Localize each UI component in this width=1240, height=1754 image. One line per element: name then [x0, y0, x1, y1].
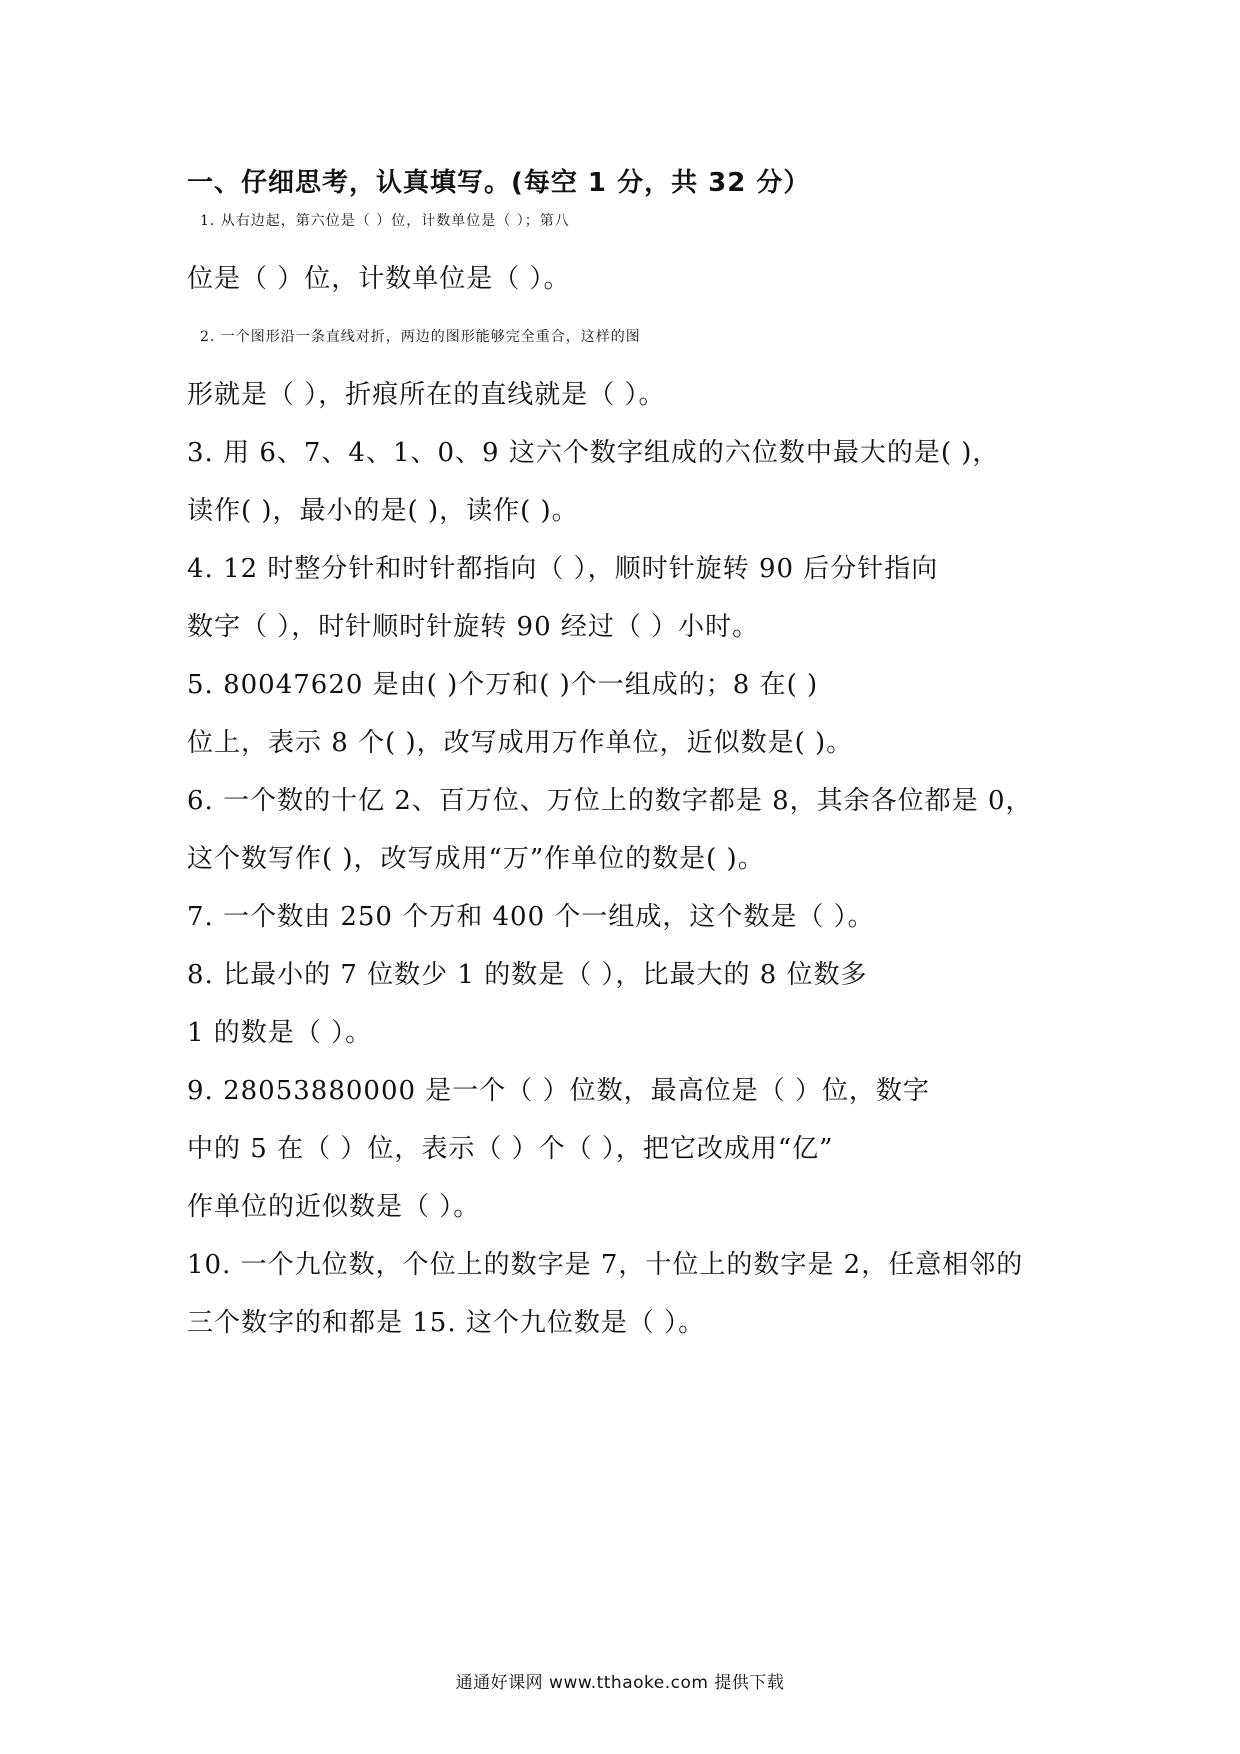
question-line: 2. 一个图形沿一条直线对折，两边的图形能够完全重合，这样的图 [200, 329, 641, 345]
question-line: 形就是（ ），折痕所在的直线就是（ ）。 [187, 380, 666, 410]
question-line: 作单位的近似数是（ ）。 [187, 1192, 481, 1222]
question-line: 4. 12 时整分针和时针都指向（ ），顺时针旋转 90 后分针指向 [187, 554, 939, 584]
section-title: 一、仔细思考，认真填写。(每空 1 分，共 32 分） [187, 168, 811, 198]
question-line: 三个数字的和都是 15. 这个九位数是（ ）。 [187, 1308, 706, 1338]
question-line: 6. 一个数的十亿 2、百万位、万位上的数字都是 8，其余各位都是 0， [187, 786, 1033, 816]
question-line: 位上，表示 8 个( )，改写成用万作单位，近似数是( )。 [187, 728, 854, 758]
question-line: 这个数写作( )，改写成用“万”作单位的数是( )。 [187, 844, 765, 874]
question-line: 10. 一个九位数，个位上的数字是 7，十位上的数字是 2，任意相邻的 [187, 1250, 1024, 1280]
question-line: 9. 28053880000 是一个（ ）位数，最高位是（ ）位，数字 [187, 1076, 930, 1106]
question-line: 3. 用 6、7、4、1、0、9 这六个数字组成的六位数中最大的是( )， [187, 438, 1000, 468]
question-line: 1. 从右边起，第六位是（ ）位，计数单位是（ ）；第八 [200, 213, 570, 229]
question-line: 5. 80047620 是由( )个万和( )个一组成的；8 在( ) [187, 670, 819, 700]
question-line: 数字（ ），时针顺时针旋转 90 经过（ ）小时。 [187, 612, 760, 642]
question-line: 7. 一个数由 250 个万和 400 个一组成，这个数是（ ）。 [187, 902, 875, 932]
question-line: 位是（ ）位，计数单位是（ ）。 [187, 264, 571, 294]
footer-watermark: 通通好课网 www.tthaoke.com 提供下载 [455, 1673, 785, 1693]
question-line: 1 的数是（ ）。 [187, 1018, 373, 1048]
question-line: 8. 比最小的 7 位数少 1 的数是（ ），比最大的 8 位数多 [187, 960, 868, 990]
question-line: 读作( )，最小的是( )，读作( )。 [187, 496, 579, 526]
question-line: 中的 5 在（ ）位，表示（ ）个（ ），把它改成用“亿” [187, 1134, 834, 1164]
